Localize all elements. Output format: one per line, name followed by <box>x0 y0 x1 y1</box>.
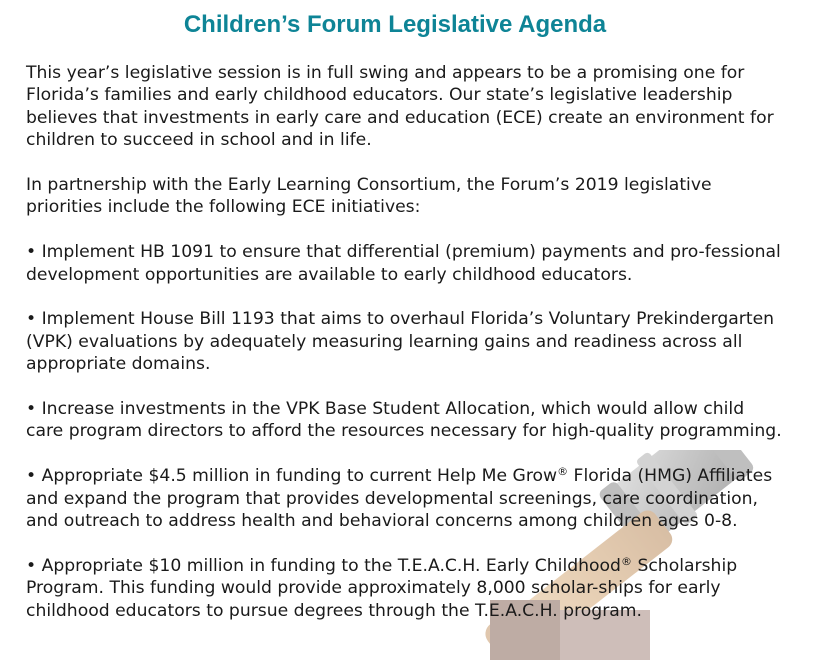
bullet-teach <box>26 555 786 622</box>
bullet-teach-end: Scholarship Program. This funding would provide approximately 8,000 scholar-ships for early childhood educators to pursue degrees through the T.E.A.C.H. program. <box>26 555 738 621</box>
page-title: Children’s Forum Legislative Agenda <box>183 11 607 38</box>
bullet-vpk-allocation: • Increase investments in the VPK Base Student Allocation, which would allow child care program directors to afford the resources necessary for high-quality programming. <box>26 399 782 442</box>
registered-mark: ® <box>620 554 632 568</box>
intro-paragraph: This year’s legislative session is in full swing and appears to be a promising one for Florida’s families and early childhood educators. Our state’s legislative leadership believes that investments in early care and education (ECE) create an environment for children to succeed in school and in life. <box>26 63 774 151</box>
registered-mark: ® <box>557 465 569 479</box>
bullet-hb1193: • Implement House Bill 1193 that aims to overhaul Florida’s Voluntary Prekindergarten (VPK) evaluations by adequately measuring learning gains and readiness across all appropriate domains. <box>26 309 775 375</box>
priorities-intro-paragraph: In partnership with the Early Learning Consortium, the Forum’s 2019 legislative priorities include the following ECE initiatives: <box>26 175 712 218</box>
bullet-help-me-grow-end: Florida (HMG) Affiliates and expand the program that provides developmental screenings, care coordination, and outreach to address health and behavioral concerns among children ages 0-8. <box>26 466 773 532</box>
bullet-teach-start: • Appropriate $10 million in funding to the T.E.A.C.H. Early Childhood <box>26 555 621 576</box>
bullet-help-me-grow <box>26 465 786 532</box>
bullet-help-me-grow-start: • Appropriate $4.5 million in funding to current Help Me Grow <box>26 466 558 487</box>
bullet-hb1091: • Implement HB 1091 to ensure that differential (premium) payments and pro-fessional development opportunities are available to early childhood educators. <box>26 242 781 285</box>
document-body <box>0 10 786 622</box>
